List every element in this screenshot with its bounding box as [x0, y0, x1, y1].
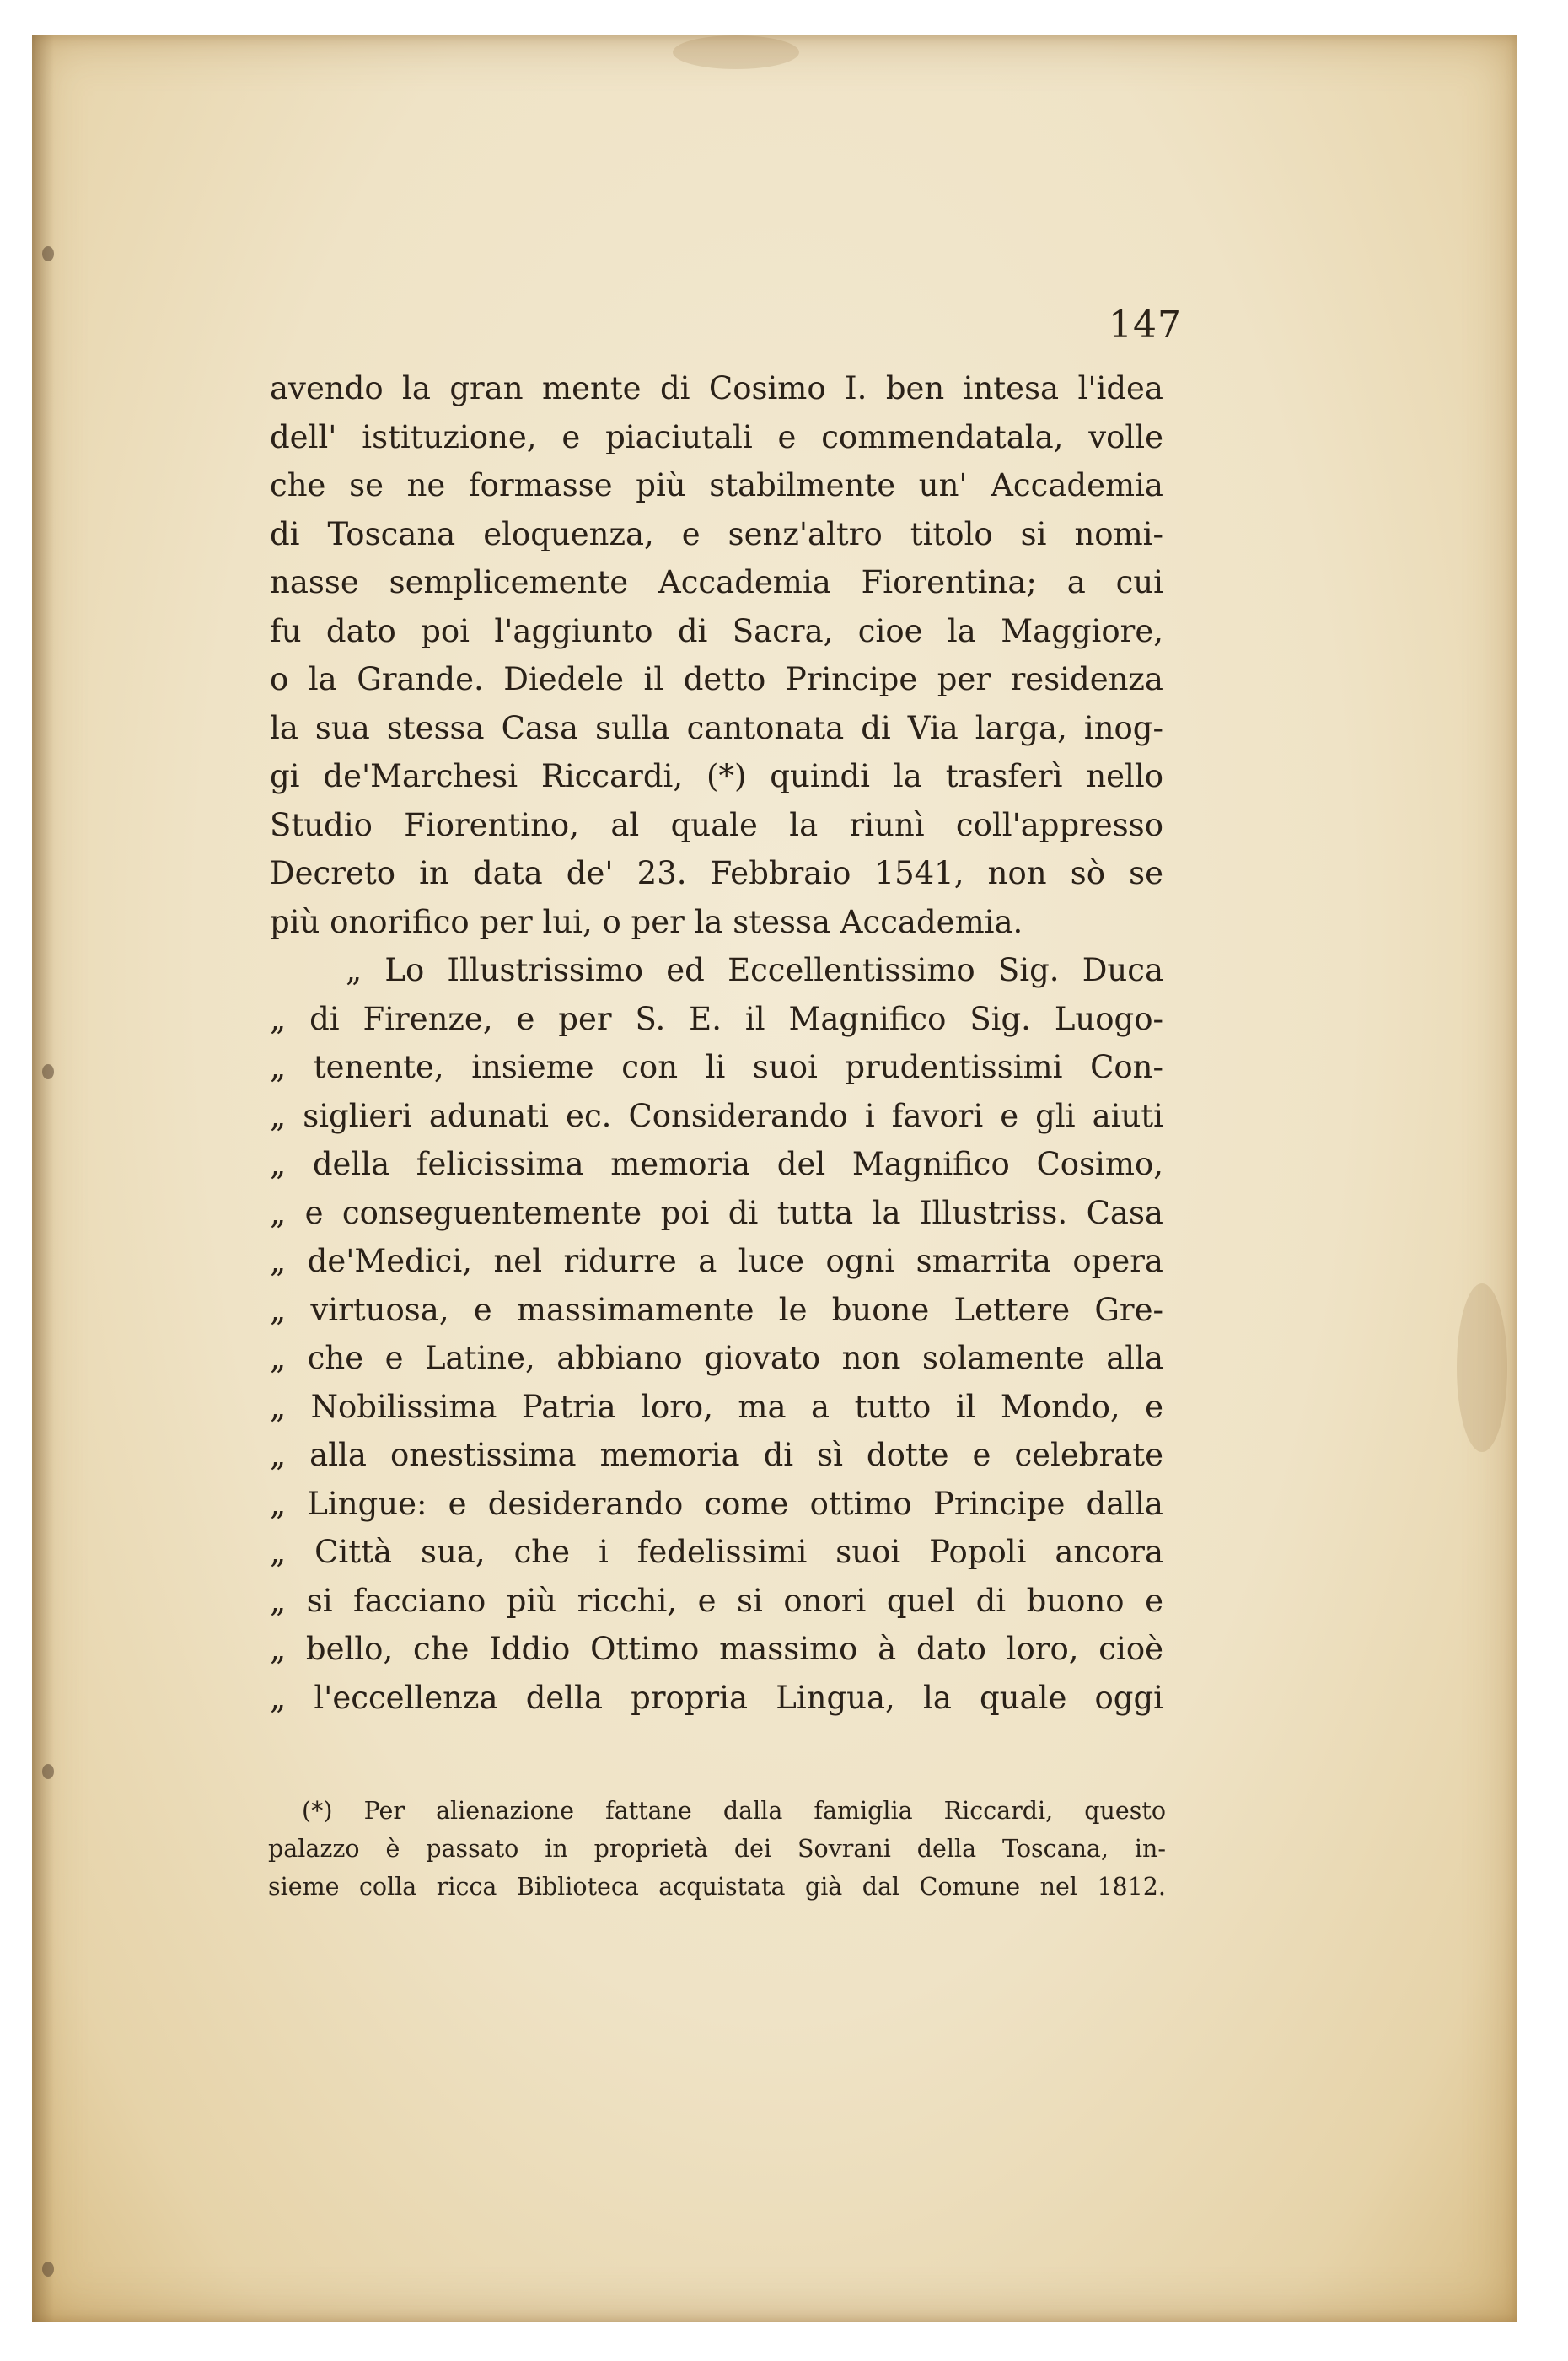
text-line: dell' istituzione, e piaciutali e commendatala, volle [270, 418, 1163, 455]
paper-stain [1457, 1283, 1507, 1452]
text-line: o la Grande. Diedele il detto Principe per residenza [270, 661, 1163, 697]
text-line: Decreto in data de' 23. Febbraio 1541, non sò se [270, 855, 1163, 891]
decree-line: „ virtuosa, e massimamente le buone Lettere Gre- [270, 1291, 1163, 1328]
decree-line: „ della felicissima memoria del Magnifico Cosimo, [270, 1146, 1163, 1182]
footnote-line: (*) Per alienazione fattane dalla famiglia Riccardi, questo [302, 1797, 1166, 1825]
text-line: di Toscana eloquenza, e senz'altro titolo si nomi- [270, 515, 1163, 552]
decree-line: „ Lo Illustrissimo ed Eccellentissimo Sig. Duca [346, 952, 1163, 988]
binding-hole-mark [42, 246, 54, 261]
decree-line: „ di Firenze, e per S. E. il Magnifico Sig. Luogo- [270, 1000, 1163, 1037]
text-line: la sua stessa Casa sulla cantonata di Via larga, inog- [270, 709, 1163, 746]
text-line: più onorifico per lui, o per la stessa Accademia. [270, 903, 1023, 940]
text-line: nasse semplicemente Accademia Fiorentina; a cui [270, 564, 1163, 600]
text-line: fu dato poi l'aggiunto di Sacra, cioe la Maggiore, [270, 612, 1163, 649]
decree-line: „ Città sua, che i fedelissimi suoi Popoli ancora [270, 1534, 1163, 1570]
decree-line: „ de'Medici, nel ridurre a luce ogni smarrita opera [270, 1243, 1163, 1279]
decree-line: „ Nobilissima Patria loro, ma a tutto il Mondo, e [270, 1388, 1163, 1425]
text-line: avendo la gran mente di Cosimo I. ben intesa l'idea [270, 370, 1163, 406]
binding-hole-mark [42, 2262, 54, 2277]
text-line: che se ne formasse più stabilmente un' Accademia [270, 467, 1163, 503]
decree-line: „ e conseguentemente poi di tutta la Illustriss. Casa [270, 1194, 1163, 1231]
footnote-line: palazzo è passato in proprietà dei Sovrani della Toscana, in- [268, 1835, 1166, 1863]
decree-line: „ tenente, insieme con li suoi prudentissimi Con- [270, 1049, 1163, 1085]
page-number: 147 [1109, 304, 1182, 347]
footnote-line: sieme colla ricca Biblioteca acquistata già dal Comune nel 1812. [268, 1873, 1166, 1901]
text-line: gi de'Marchesi Riccardi, (*) quindi la trasferì nello [270, 758, 1163, 794]
decree-line: „ alla onestissima memoria di sì dotte e celebrate [270, 1437, 1163, 1473]
text-line: Studio Fiorentino, al quale la riunì coll'appresso [270, 806, 1163, 843]
main-text [270, 364, 1163, 1722]
binding-hole-mark [42, 1064, 54, 1079]
footnote [268, 1792, 1166, 1906]
decree-line: „ Lingue: e desiderando come ottimo Principe dalla [270, 1485, 1163, 1522]
decree-line: „ bello, che Iddio Ottimo massimo à dato loro, cioè [270, 1631, 1163, 1667]
binding-hole-mark [42, 1764, 54, 1779]
decree-line: „ siglieri adunati ec. Considerando i favori e gli aiuti [270, 1097, 1163, 1134]
decree-line: „ l'eccellenza della propria Lingua, la quale oggi [270, 1679, 1163, 1716]
decree-line: „ si facciano più ricchi, e si onori quel di buono e [270, 1582, 1163, 1619]
paper-stain [673, 35, 799, 69]
decree-line: „ che e Latine, abbiano giovato non solamente alla [270, 1340, 1163, 1376]
